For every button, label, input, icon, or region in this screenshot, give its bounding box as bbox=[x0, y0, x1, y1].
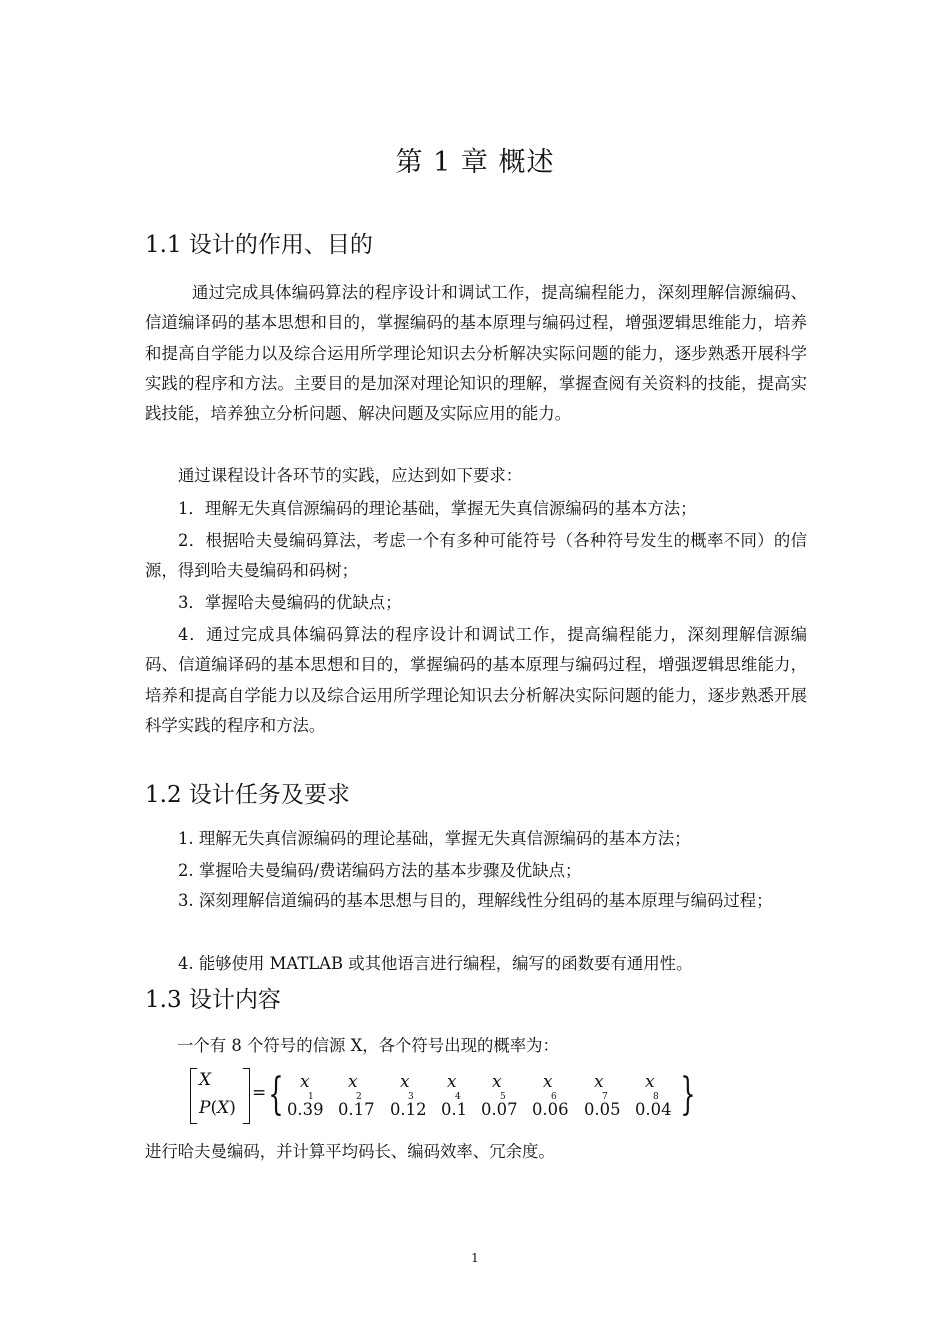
symbol-x8: x bbox=[645, 1072, 655, 1092]
matrix-label-px: P(X) bbox=[199, 1098, 236, 1118]
matrix-label-px-x: X bbox=[217, 1098, 230, 1118]
prob-x5: 0.07 bbox=[481, 1100, 518, 1119]
right-brace: } bbox=[680, 1069, 696, 1120]
equals-sign: = bbox=[252, 1083, 267, 1103]
requirement-item-3: 3．掌握哈夫曼编码的优缺点； bbox=[178, 593, 402, 612]
prob-x3: 0.12 bbox=[390, 1100, 427, 1119]
symbol-x4: x bbox=[447, 1072, 457, 1092]
prob-x1: 0.39 bbox=[287, 1100, 324, 1119]
symbol-x5-subscript: 5 bbox=[500, 1092, 506, 1102]
task-item-2: 2. 掌握哈夫曼编码/费诺编码方法的基本步骤及优缺点； bbox=[178, 861, 582, 880]
left-bracket bbox=[190, 1068, 197, 1124]
symbol-x2-subscript: 2 bbox=[356, 1092, 362, 1102]
symbol-x7-subscript: 7 bbox=[602, 1092, 608, 1102]
prob-x7: 0.05 bbox=[584, 1100, 621, 1119]
page-number: 1 bbox=[471, 1251, 479, 1265]
source-intro-text: 一个有 8 个符号的信源 X，各个符号出现的概率为： bbox=[177, 1036, 559, 1055]
paragraph-requirements-intro: 通过课程设计各环节的实践，应达到如下要求： bbox=[178, 466, 523, 485]
matrix-label-x: X bbox=[199, 1070, 212, 1090]
symbol-x7: x bbox=[594, 1072, 604, 1092]
symbol-x6: x bbox=[543, 1072, 553, 1092]
symbol-x3: x bbox=[400, 1072, 410, 1092]
chapter-title: 第 1 章 概述 bbox=[395, 147, 555, 178]
symbol-x1: x bbox=[300, 1072, 310, 1092]
symbol-x1-subscript: 1 bbox=[308, 1092, 314, 1102]
probability-matrix bbox=[190, 1066, 710, 1128]
section-heading-1-2: 1.2 设计任务及要求 bbox=[145, 782, 350, 808]
task-item-3: 3. 深刻理解信道编码的基本思想与目的，理解线性分组码的基本原理与编码过程； bbox=[178, 891, 773, 910]
paragraph-purpose: 通过完成具体编码算法的程序设计和调试工作，提高编程能力，深刻理解信源编码、信道编译码的基本思想和目的，掌握编码的基本原理与编码过程，增强逻辑思维能力，培养和提高自学能力以及综合运用所学理论知识去分析解决实际问题的能力，逐步熟悉开展科学实践的程序和方法。主要目的是加深对理论知识的理解，掌握查阅有关资料的技能，提高实践技能，培养独立分析问题、解决问题及实际应用的能力。 bbox=[145, 283, 807, 424]
section-heading-1-1: 1.1 设计的作用、目的 bbox=[145, 232, 373, 258]
requirement-item-4: 4．通过完成具体编码算法的程序设计和调试工作，提高编程能力，深刻理解信源编码、信道编译码的基本思想和目的，掌握编码的基本原理与编码过程，增强逻辑思维能力，培养和提高自学能力以及综合运用所学理论知识去分析解决实际问题的能力，逐步熟悉开展科学实践的程序和方法。 bbox=[145, 625, 807, 735]
prob-x8: 0.04 bbox=[635, 1100, 672, 1119]
symbol-x3-subscript: 3 bbox=[408, 1092, 414, 1102]
task-item-4: 4. 能够使用 MATLAB 或其他语言进行编程，编写的函数要有通用性。 bbox=[178, 954, 693, 973]
task-closing-text: 进行哈夫曼编码，并计算平均码长、编码效率、冗余度。 bbox=[145, 1142, 555, 1161]
prob-x4: 0.1 bbox=[441, 1100, 468, 1119]
section-heading-1-3: 1.3 设计内容 bbox=[145, 987, 281, 1013]
prob-x6: 0.06 bbox=[532, 1100, 569, 1119]
symbol-x5: x bbox=[492, 1072, 502, 1092]
task-item-1: 1. 理解无失真信源编码的理论基础，掌握无失真信源编码的基本方法； bbox=[178, 829, 691, 848]
matrix-label-p: P bbox=[199, 1098, 211, 1118]
prob-x2: 0.17 bbox=[338, 1100, 375, 1119]
requirement-item-2: 2．根据哈夫曼编码算法，考虑一个有多种可能符号（各种符号发生的概率不同）的信源，得到哈夫曼编码和码树； bbox=[145, 531, 807, 581]
requirement-item-1: 1．理解无失真信源编码的理论基础，掌握无失真信源编码的基本方法； bbox=[178, 499, 697, 518]
symbol-x2: x bbox=[348, 1072, 358, 1092]
symbol-x6-subscript: 6 bbox=[551, 1092, 557, 1102]
left-brace: { bbox=[268, 1069, 284, 1120]
symbol-x4-subscript: 4 bbox=[455, 1092, 461, 1102]
symbol-x8-subscript: 8 bbox=[653, 1092, 659, 1102]
right-bracket bbox=[243, 1068, 250, 1124]
